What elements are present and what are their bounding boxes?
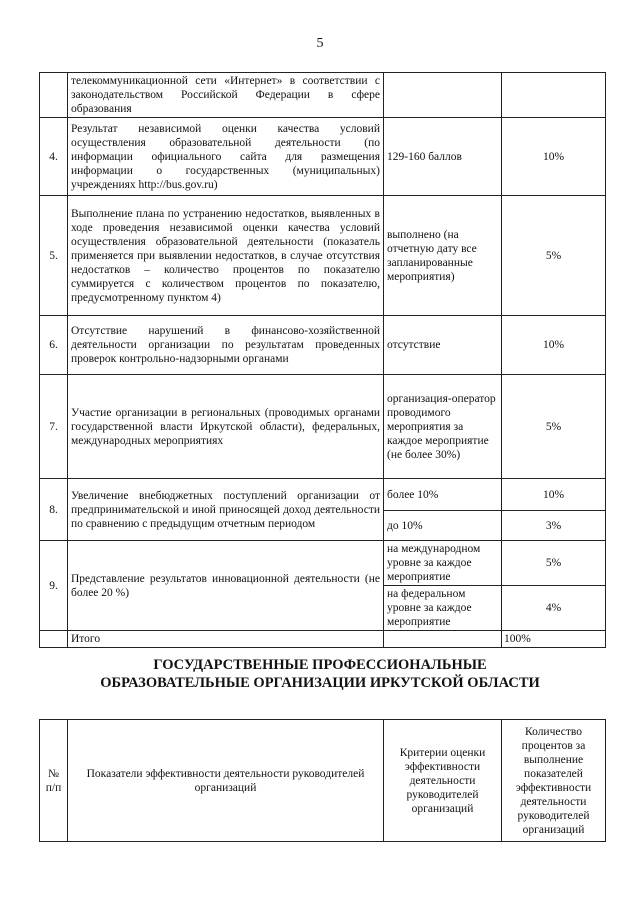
criterion-text: организация-оператор проводимого мероприятия за каждое мероприятие (не более 30%) [384, 375, 502, 479]
percent-value: 5% [502, 196, 606, 316]
total-percent: 100% [502, 631, 606, 648]
percent-value: 3% [502, 511, 606, 541]
table-row [40, 73, 606, 118]
indicators-table [39, 72, 606, 648]
row-number: 5. [40, 196, 68, 316]
criterion-text: 129-160 баллов [384, 118, 502, 196]
table-row [40, 196, 606, 316]
continuation-text: телекоммуникационной сети «Интернет» в соответствии с законодательством Российской Федерации в сфере образования [68, 73, 384, 118]
indicator-text: Увеличение внебюджетных поступлений организации от предпринимательской и иной приносящей доход деятельности по сравнению с предыдущим отчетным периодом [68, 479, 384, 541]
indicator-text: Результат независимой оценки качества условий осуществления образовательной деятельности (по информации официального сайта для размещения информации о государственных (муниципальных) учреждениях http://bus.gov.ru) [68, 118, 384, 196]
row-number: 9. [40, 541, 68, 631]
row-number: 7. [40, 375, 68, 479]
percent-value: 10% [502, 118, 606, 196]
criterion-text: на федеральном уровне за каждое мероприятие [384, 586, 502, 631]
header-num: № п/п [40, 720, 68, 842]
indicator-text: Выполнение плана по устранению недостатков, выявленных в ходе проведения независимой оценки качества условий осуществления образовательной деятельности (показатель применяется при выявлении недостатков, в случае отсутствия недостатков – количество процентов по показателю суммируется с количеством процентов по показателю, предусмотренному пунктом 4) [68, 196, 384, 316]
criterion-text: до 10% [384, 511, 502, 541]
table-header-row [40, 720, 606, 842]
row-number: 8. [40, 479, 68, 541]
percent-value: 5% [502, 541, 606, 586]
criterion-text: на международном уровне за каждое мероприятие [384, 541, 502, 586]
percent-value: 4% [502, 586, 606, 631]
row-number: 6. [40, 316, 68, 375]
total-row [40, 631, 606, 648]
row-number: 4. [40, 118, 68, 196]
criterion-text: отсутствие [384, 316, 502, 375]
header-indicators: Показатели эффективности деятельности руководителей организаций [68, 720, 384, 842]
header-criteria: Критерии оценки эффективности деятельности руководителей организаций [384, 720, 502, 842]
header-percent: Количество процентов за выполнение показателей эффективности деятельности руководителей организаций [502, 720, 606, 842]
header-table [39, 719, 606, 842]
total-label: Итого [68, 631, 384, 648]
percent-value: 5% [502, 375, 606, 479]
table-row [40, 541, 606, 586]
table-row [40, 118, 606, 196]
indicator-text: Представление результатов инновационной деятельности (не более 20 %) [68, 541, 384, 631]
indicator-text: Участие организации в региональных (проводимых органами государственной власти Иркутской области), федеральных, международных мероприятиях [68, 375, 384, 479]
percent-value: 10% [502, 316, 606, 375]
indicator-text: Отсутствие нарушений в финансово-хозяйственной деятельности организации по результатам проведенных проверок контрольно-надзорными органами [68, 316, 384, 375]
percent-value: 10% [502, 479, 606, 511]
table-row [40, 479, 606, 511]
criterion-text: более 10% [384, 479, 502, 511]
section-title: ГОСУДАРСТВЕННЫЕ ПРОФЕССИОНАЛЬНЫЕ ОБРАЗОВАТЕЛЬНЫЕ ОРГАНИЗАЦИИ ИРКУТСКОЙ ОБЛАСТИ [100, 657, 540, 691]
criterion-text: выполнено (на отчетную дату все запланированные мероприятия) [384, 196, 502, 316]
table-row [40, 375, 606, 479]
page-number: 5 [316, 36, 324, 51]
table-row [40, 316, 606, 375]
